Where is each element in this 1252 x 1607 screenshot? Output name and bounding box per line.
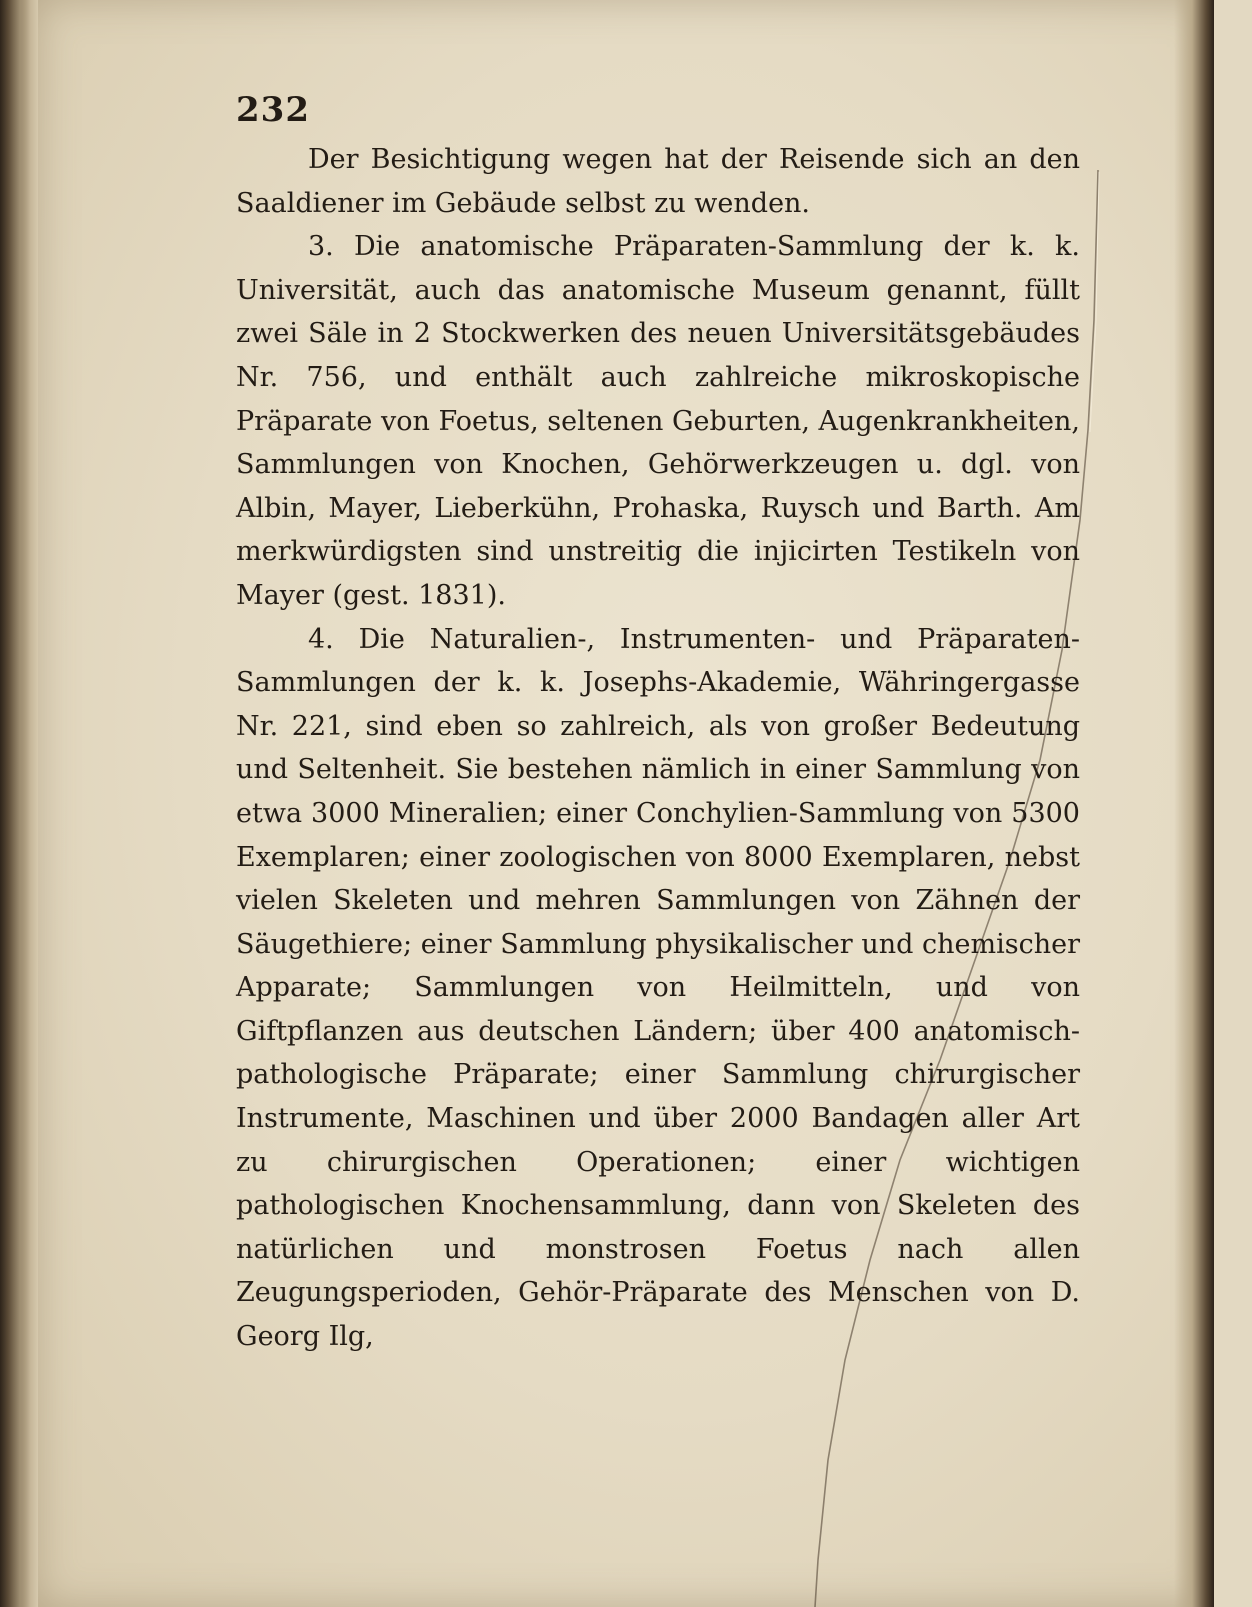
paragraph-anatomical-collection: 3. Die anatomische Präparaten-Sammlung der k. k. Universität, auch das anatomische Museum genannt, füllt zwei Säle in 2 Stockwerken des neuen Universitätsgebäudes Nr. 756, und enthält auch zahlreiche mikroskopische Präparate von Foetus, seltenen Geburten, Augenkrankheiten, Sammlungen von Knochen, Gehörwerkzeugen u. dgl. von Albin, Mayer, Lieberkühn, Prohaska, Ruysch und Barth. Am merkwürdigsten sind unstreitig die injicirten Testikeln von Mayer (gest. 1831). xyxy=(236,231,1080,611)
paragraph-josephs-akademie: 4. Die Naturalien-, Instrumenten- und Präparaten-Sammlungen der k. k. Josephs-Akademie, Währingergasse Nr. 221, sind eben so zahlreich, als von großer Bedeutung und Seltenheit. Sie bestehen nämlich in einer Sammlung von etwa 3000 Mineralien; einer Conchylien-Sammlung von 5300 Exemplaren; einer zoologischen von 8000 Exemplaren, nebst vielen Skeleten und mehren Sammlungen von Zähnen der Säugethiere; einer Sammlung physikalischer und chemischer Apparate; Sammlungen von Heilmitteln, und von Giftpflanzen aus deutschen Ländern; über 400 anatomisch-pathologische Präparate; einer Sammlung chirurgischer Instrumente, Maschinen und über 2000 Bandagen aller Art zu chirurgischen Operationen; einer wichtigen pathologischen Knochensammlung, dann von Skeleten des natürlichen und monstrosen Foetus nach allen Zeugungsperioden, Gehör-Präparate des Menschen von D. Georg Ilg, xyxy=(236,623,1080,1353)
paragraph-continuation: Der Besichtigung wegen hat der Reisende sich an den Saaldiener im Gebäude selbst zu wenden. xyxy=(236,144,1080,219)
page-text-block xyxy=(236,90,1080,1359)
page-number: 232 xyxy=(236,90,310,130)
